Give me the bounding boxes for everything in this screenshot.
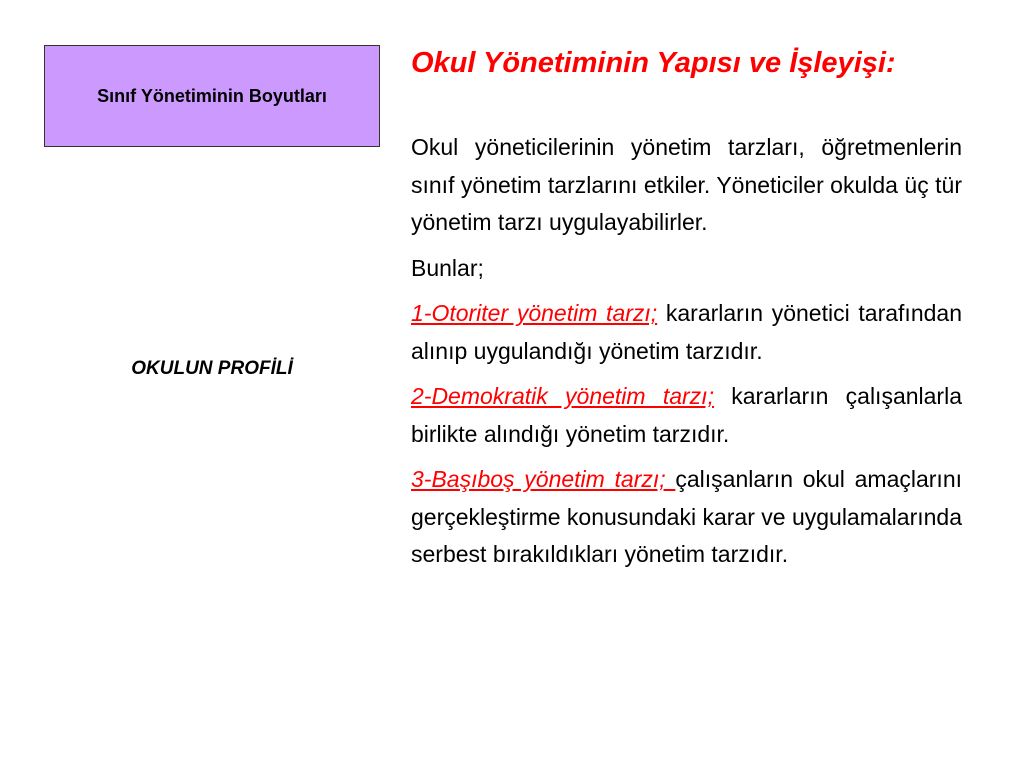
item-text: kararların yönetici tarafından alınıp uygulandığı yönetim tarzıdır. [411, 300, 962, 364]
list-item [411, 378, 962, 453]
section-title: Sınıf Yönetiminin Boyutları [97, 85, 327, 106]
item-term: 3-Başıboş yönetim tarzı; [411, 466, 676, 492]
item-term: 1-Otoriter yönetim tarzı; [411, 300, 658, 326]
side-label: OKULUN PROFİLİ [131, 358, 293, 379]
section-title-box [44, 45, 380, 147]
content-area [411, 42, 962, 574]
item-text: kararların çalışanlarla birlikte alındığı yönetim tarzıdır. [411, 383, 962, 447]
item-text: çalışanların okul amaçlarını gerçekleştirme konusundaki karar ve uygulamalarında serbest bırakıldıkları yönetim tarzıdır. [411, 466, 963, 567]
bunlar-line: Bunlar; [411, 254, 484, 281]
slide-heading: Okul Yönetiminin Yapısı ve İşleyişi: [411, 47, 896, 79]
intro-paragraph: Okul yöneticilerinin yönetim tarzları, öğretmenlerin sınıf yönetim tarzlarını etkiler. Yöneticiler okulda üç tür yönetim tarzı uygulayabilirler. [411, 134, 962, 235]
list-item [411, 461, 962, 574]
list-item [411, 295, 962, 370]
item-term: 2-Demokratik yönetim tarzı; [411, 383, 714, 409]
